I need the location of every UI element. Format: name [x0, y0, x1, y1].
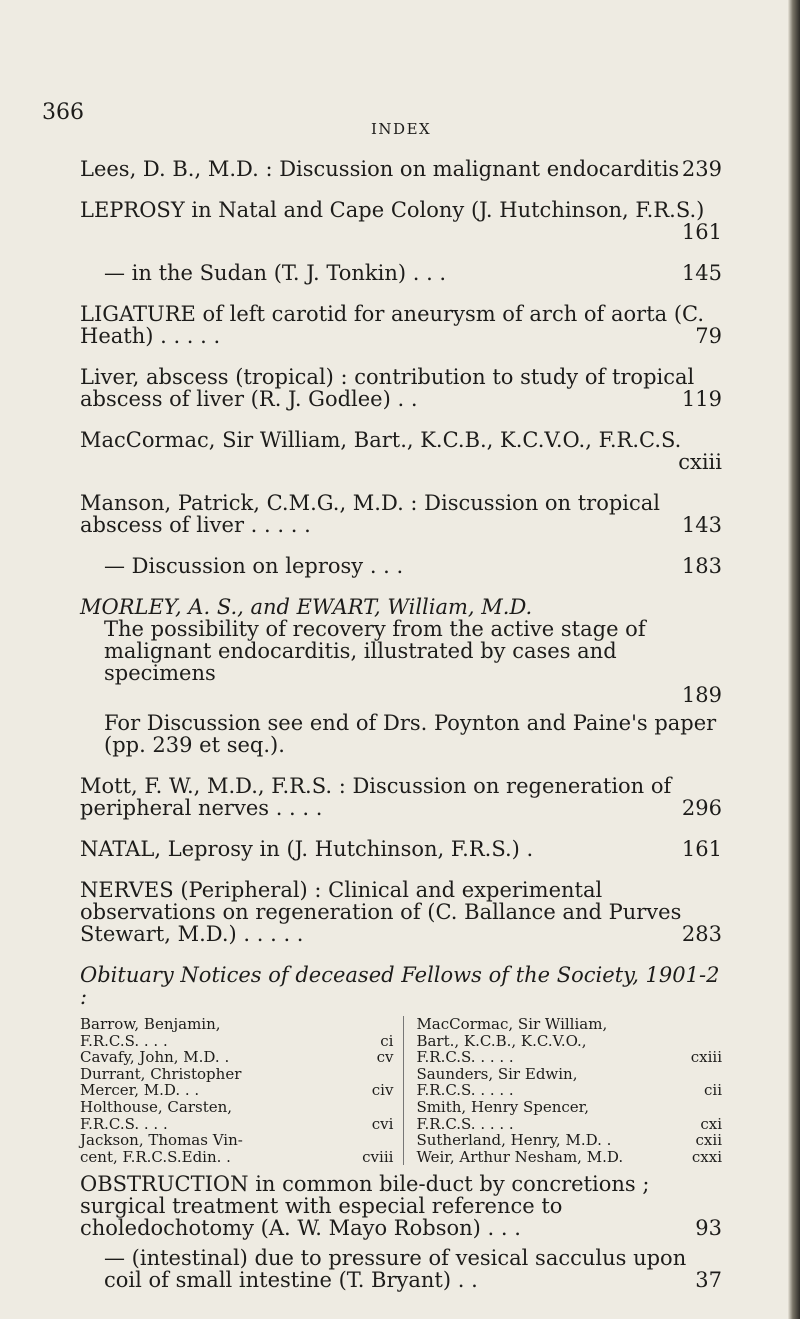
entry-page: 143: [681, 513, 722, 537]
entry-page: 161: [681, 837, 722, 861]
obituary-item: F.R.C.S. . . . ci: [80, 1031, 394, 1050]
index-entries: [80, 158, 722, 1310]
page-header: [0, 0, 780, 140]
index-entry-ligature: [80, 303, 722, 347]
entry-page: 239: [681, 157, 722, 181]
index-entry-discussion-note: [80, 712, 722, 756]
entry-text: NATAL, Leprosy in (J. Hutchinson, F.R.S.) .: [80, 837, 534, 861]
obituary-columns: [80, 1016, 722, 1165]
index-entry-maccormac: [80, 429, 722, 473]
entry-text: Mott, F. W., M.D., F.R.S. : Discussion on regeneration of peripheral nerves . . . .: [80, 774, 672, 820]
index-entry-liver: [80, 366, 722, 410]
page-number: 366: [42, 100, 84, 125]
obituary-item: MacCormac, Sir William,: [416, 1015, 608, 1033]
obituary-item: Durrant, Christopher: [80, 1064, 242, 1083]
obituary-item: Saunders, Sir Edwin,: [416, 1064, 578, 1083]
entry-text: Liver, abscess (tropical) : contribution to study of tropical abscess of liver (R. J. Godlee) . .: [80, 365, 695, 411]
entry-page: 283: [681, 922, 722, 946]
obituary-item: cent, F.R.C.S.Edin. . cviii: [80, 1147, 394, 1166]
entry-text: LIGATURE of left carotid for aneurysm of arch of aorta (C. Heath) . . . . .: [80, 302, 705, 348]
obituary-item: F.R.C.S. . . . . cxi: [416, 1114, 722, 1133]
index-entry-manson-leprosy: [80, 555, 722, 577]
entry-page: 79: [695, 324, 722, 348]
obituary-item: Weir, Arthur Nesham, M.D. cxxi: [416, 1147, 722, 1166]
index-entry-natal: [80, 838, 722, 860]
index-entry-lees: [80, 158, 722, 180]
entry-page: cxiii: [678, 450, 722, 474]
obituary-item: Mercer, M.D. . . civ: [80, 1081, 394, 1100]
index-entry-obstruction: [80, 1173, 722, 1239]
entry-page: 296: [681, 796, 722, 820]
entry-page: 119: [681, 387, 722, 411]
obituary-item: Barrow, Benjamin,: [80, 1015, 221, 1033]
entry-page: 189: [681, 683, 722, 707]
obituary-item: Smith, Henry Spencer,: [416, 1097, 589, 1116]
entry-text: The possibility of recovery from the active stage of malignant endocarditis, illustrated by cases and specimens: [104, 617, 646, 685]
entry-page: 37: [695, 1268, 722, 1293]
entry-text: — in the Sudan (T. J. Tonkin) . . .: [104, 261, 447, 285]
book-spine-shadow: [788, 0, 800, 1319]
index-entry-manson: [80, 492, 722, 536]
obituary-column-right: [404, 1016, 722, 1165]
obituary-item: Cavafy, John, M.D. . cv: [80, 1048, 394, 1067]
entry-text: Lees, D. B., M.D. : Discussion on malignant endocarditis: [80, 157, 680, 181]
index-entry-obstruction-intestinal: [80, 1247, 722, 1291]
entry-page: 183: [681, 554, 722, 578]
running-head: INDEX: [371, 120, 432, 138]
entry-text: — Discussion on leprosy . . .: [104, 554, 404, 578]
entry-text: OBSTRUCTION in common bile-duct by concretions ; surgical treatment with especial reference to choledochotomy (A. W. Mayo Robson) . . .: [80, 1172, 650, 1241]
obituary-item: F.R.C.S. . . . . cii: [416, 1081, 722, 1100]
obituary-item: F.R.C.S. . . . cvi: [80, 1114, 394, 1133]
index-entry-morley: [80, 596, 722, 706]
entry-text: LEPROSY in Natal and Cape Colony (J. Hutchinson, F.R.S.): [80, 198, 705, 222]
obituary-item: Sutherland, Henry, M.D. . cxii: [416, 1131, 722, 1150]
obituary-item: Bart., K.C.B., K.C.V.O.,: [416, 1031, 587, 1050]
obituary-item: Holthouse, Carsten,: [80, 1097, 233, 1116]
index-entry-nerves: [80, 879, 722, 945]
entry-text: MacCormac, Sir William, Bart., K.C.B., K.C.V.O., F.R.C.S.: [80, 428, 682, 452]
entry-text: Manson, Patrick, C.M.G., M.D. : Discussion on tropical abscess of liver . . . . .: [80, 491, 661, 537]
index-entry-leprosy-sudan: [80, 262, 722, 284]
entry-text: — (intestinal) due to pressure of vesical sacculus upon coil of small intestine (T. Bryant) . .: [104, 1246, 687, 1293]
entry-text: For Discussion see end of Drs. Poynton and Paine's paper (pp. 239 et seq.).: [104, 711, 717, 757]
obituary-item: F.R.C.S. . . . . cxiii: [416, 1048, 722, 1067]
entry-page: 145: [681, 261, 722, 285]
entry-page: 161: [681, 220, 722, 244]
entry-authors: MORLEY, A. S., and EWART, William, M.D.: [80, 595, 533, 619]
index-entry-mott: [80, 775, 722, 819]
entry-text: NERVES (Peripheral) : Clinical and experimental observations on regeneration of (C. Ballance and Purves Stewart, M.D.) . . . . .: [80, 878, 682, 946]
obituary-column-left: [80, 1016, 404, 1165]
index-entry-leprosy-natal: [80, 199, 722, 243]
obituary-heading: Obituary Notices of deceased Fellows of the Society, 1901-2 :: [80, 963, 720, 1009]
entry-page: 93: [695, 1216, 722, 1241]
obituary-item: Jackson, Thomas Vin-: [80, 1131, 243, 1150]
